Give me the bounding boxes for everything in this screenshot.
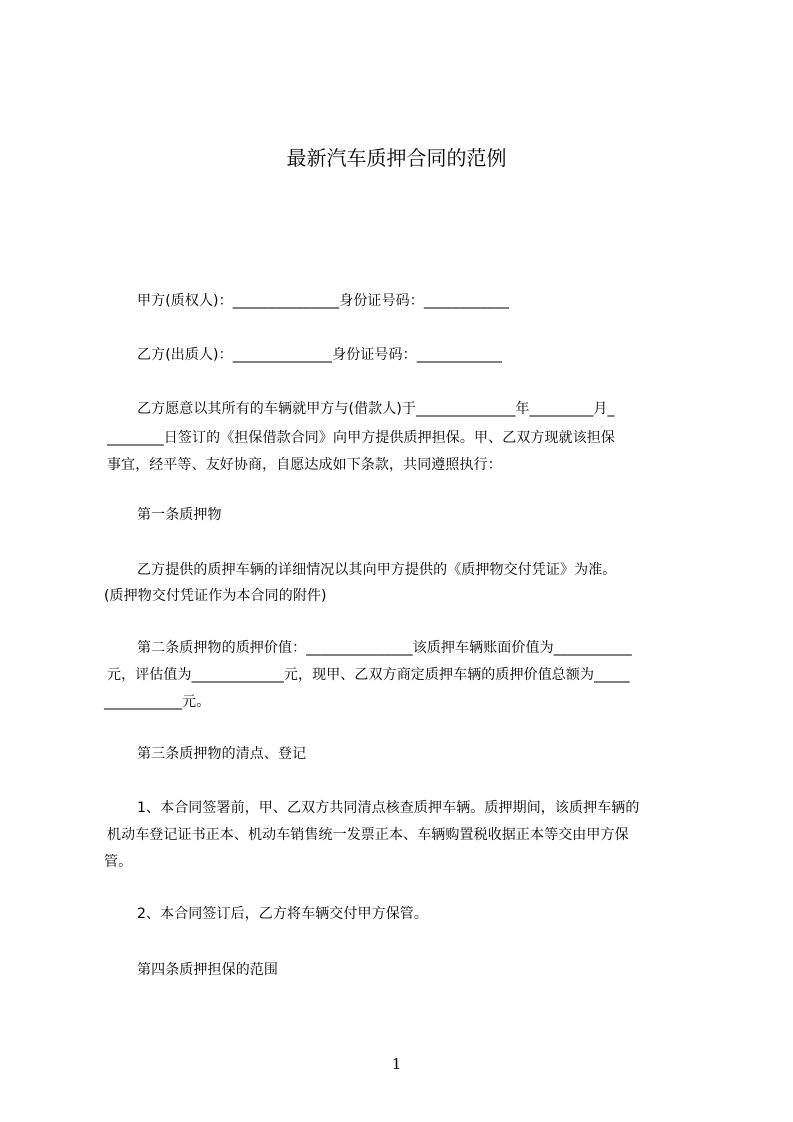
article-3-item-1-line-2: 机动车登记证书正本、机动车销售统一发票正本、车辆购置税收据正本等交由甲方保	[107, 827, 629, 843]
article-2-line-2: 元，评估值为_____________元，现甲、乙双方商定质押车辆的质押价值总额为_____	[107, 667, 630, 683]
article-2-line-1: 第二条质押物的质押价值：_______________该质押车辆账面价值为___________	[137, 640, 632, 656]
document-title: 最新汽车质押合同的范例	[286, 146, 507, 170]
article-2-line-3: ___________元。	[104, 694, 211, 710]
page-number: 1	[391, 1055, 402, 1073]
party-b-line: 乙方(出质人)：______________身份证号码：____________	[137, 347, 502, 363]
article-1-heading: 第一条质押物	[137, 507, 222, 523]
article-4-heading: 第四条质押担保的范围	[137, 962, 278, 978]
article-3-item-1-line-1: 1、本合同签署前，甲、乙双方共同清点核查质押车辆。质押期间，该质押车辆的	[137, 800, 640, 816]
intro-line-1: 乙方愿意以其所有的车辆就甲方与(借款人)于______________年_________月_	[137, 401, 615, 417]
intro-line-3: 事宜，经平等、友好协商，自愿达成如下条款，共同遵照执行：	[107, 457, 502, 473]
article-1-line-1: 乙方提供的质押车辆的详细情况以其向甲方提供的《质押物交付凭证》为准。	[137, 562, 617, 578]
article-3-item-1-line-3: 管。	[104, 854, 133, 870]
article-3-item-2: 2、本合同签订后，乙方将车辆交付甲方保管。	[137, 906, 429, 922]
article-1-line-2: (质押物交付凭证作为本合同的附件)	[104, 588, 327, 604]
article-3-heading: 第三条质押物的清点、登记	[137, 746, 307, 762]
intro-line-2: ________日签订的《担保借款合同》向甲方提供质押担保。甲、乙双方现就该担保	[107, 430, 615, 446]
party-a-line: 甲方(质权人)：_______________身份证号码：____________	[137, 293, 510, 309]
